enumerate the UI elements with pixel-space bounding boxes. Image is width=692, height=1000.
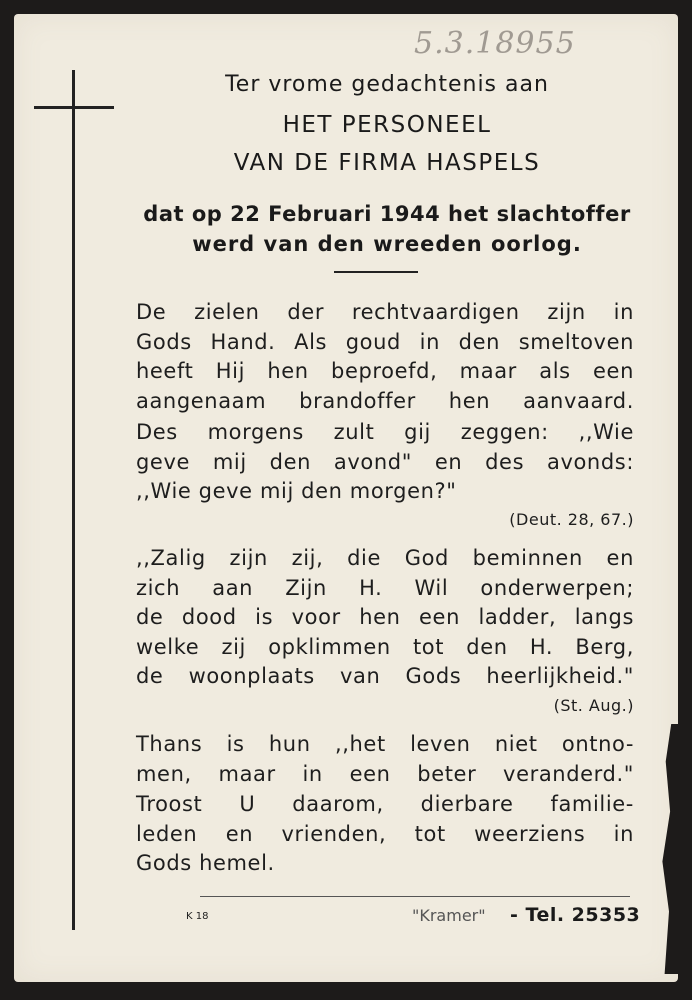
- paragraph-line: ,,Wie geve mij den morgen?": [136, 479, 457, 503]
- heading-line-3: VAN DE FIRMA HASPELS: [233, 150, 541, 176]
- printer-name: "Kramer": [412, 906, 486, 925]
- citation-deut: (Deut. 28, 67.): [509, 510, 634, 529]
- divider-rule: [334, 271, 418, 273]
- paragraph-line: Des morgens zult gij zeggen: ,,Wie: [136, 420, 634, 444]
- printer-code: K 18: [186, 911, 209, 922]
- paragraph-line: zich aan Zijn H. Wil onderwerpen;: [136, 575, 634, 600]
- paragraph-line: Troost U daarom, dierbare familie-: [136, 792, 634, 816]
- paragraph-4: [136, 730, 634, 789]
- paragraph-line: leden en vrienden, tot weerziens in: [136, 821, 634, 846]
- paragraph-line: Gods hemel.: [136, 851, 275, 875]
- paragraph-line: De zielen der rechtvaardigen zijn in: [136, 300, 634, 324]
- footer-rule: [200, 896, 630, 897]
- paragraph-line: welke zij opklimmen tot den H. Berg,: [136, 634, 634, 659]
- printer-telephone: - Tel. 25353: [510, 904, 641, 926]
- paragraph-line: de dood is voor hen een ladder, langs: [136, 605, 634, 629]
- paragraph-2: [136, 418, 634, 507]
- cross-horizontal-bar: [34, 106, 114, 109]
- paragraph-line: Thans is hun ,,het leven niet ontno-: [136, 732, 634, 756]
- paragraph-line: geve mij den avond" en des avonds:: [136, 449, 634, 474]
- heading-line-4: dat op 22 Februari 1944 het slachtoffer: [143, 202, 631, 226]
- paragraph-line: heeft Hij hen beproefd, maar als een: [136, 359, 634, 383]
- paragraph-5: [136, 790, 634, 879]
- paragraph-line: aangenaam brandoffer hen aanvaard.: [136, 388, 634, 413]
- citation-aug: (St. Aug.): [553, 696, 634, 715]
- heading-line-2: HET PERSONEEL: [282, 112, 492, 138]
- paragraph-line: Gods Hand. Als goud in den smeltoven: [136, 329, 634, 354]
- cross-vertical-bar: [72, 70, 75, 930]
- memorial-card: [14, 14, 678, 982]
- paragraph-line: ,,Zalig zijn zij, die God beminnen en: [136, 546, 634, 570]
- paragraph-1: [136, 298, 634, 416]
- paragraph-line: men, maar in een beter veranderd.": [136, 761, 634, 786]
- handwritten-note: 5.3.18955: [414, 26, 576, 61]
- paragraph-line: de woonplaats van Gods heerlijkheid.": [136, 664, 634, 688]
- paragraph-3: [136, 544, 634, 692]
- heading-line-5: werd van den wreeden oorlog.: [192, 232, 582, 256]
- torn-edge: [658, 724, 680, 974]
- heading-line-1: Ter vrome gedachtenis aan: [225, 72, 549, 97]
